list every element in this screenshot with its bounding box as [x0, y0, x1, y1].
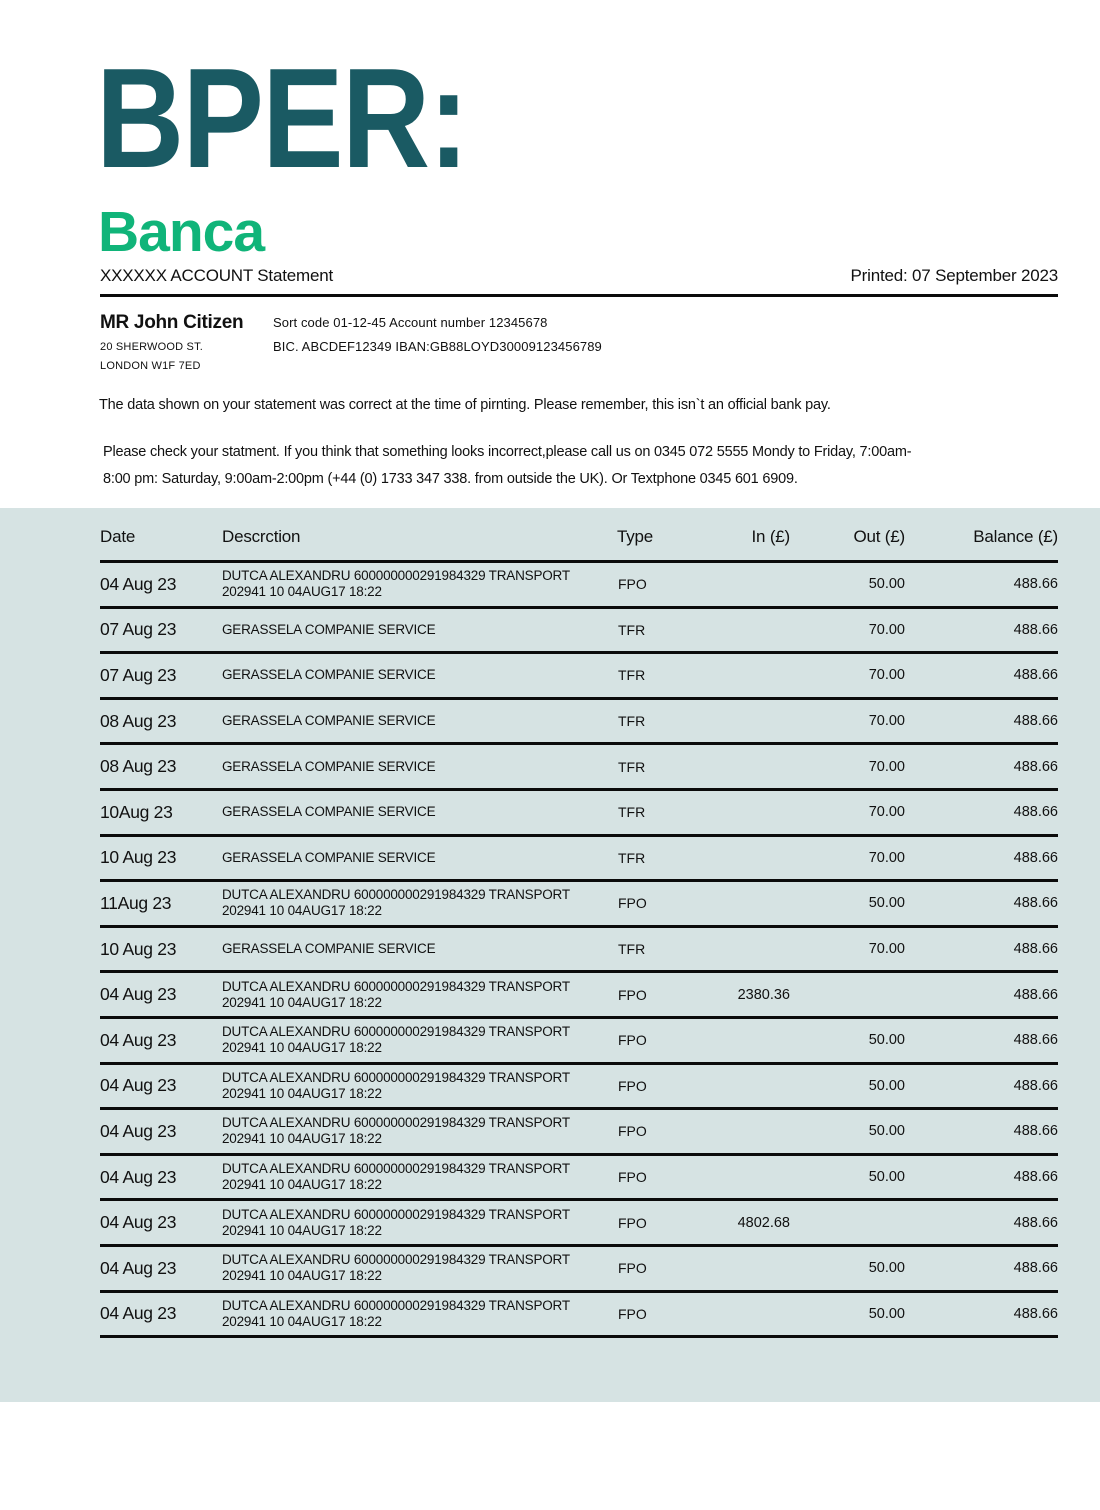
description-line-1: DUTCA ALEXANDRU 600000000291984329 TRANSPORT	[222, 1024, 570, 1040]
cell-description	[222, 1298, 617, 1330]
cell-type: FPO	[618, 1169, 647, 1186]
cell-type: FPO	[618, 576, 647, 593]
cell-description	[222, 1207, 617, 1239]
description-line-1: DUTCA ALEXANDRU 600000000291984329 TRANSPORT	[222, 1297, 570, 1313]
cell-type: FPO	[618, 1214, 647, 1231]
cell-balance: 488.66	[1013, 576, 1058, 593]
cell-date: 04 Aug 23	[100, 1029, 177, 1050]
cell-out: 50.00	[868, 576, 905, 593]
header-divider	[100, 294, 1058, 297]
description-line-1: DUTCA ALEXANDRU 600000000291984329 TRANSPORT	[222, 1206, 570, 1222]
cell-balance: 488.66	[1013, 758, 1058, 775]
table-row	[100, 1156, 1058, 1202]
cell-balance: 488.66	[1013, 1260, 1058, 1277]
cell-in: 4802.68	[737, 1214, 790, 1231]
cell-type: TFR	[618, 804, 646, 821]
table-row	[100, 563, 1058, 609]
cell-description	[222, 759, 617, 775]
cell-type: FPO	[618, 1123, 647, 1140]
description-line-2: 202941 10 04AUG17 18:22	[222, 994, 382, 1010]
account-details-block	[273, 315, 602, 354]
cell-type: FPO	[618, 1305, 647, 1322]
cell-out: 50.00	[868, 895, 905, 912]
cell-description	[222, 979, 617, 1011]
table-row	[100, 700, 1058, 746]
description-line-2: 202941 10 04AUG17 18:22	[222, 1268, 382, 1284]
transactions-table-header	[100, 508, 1058, 563]
description-line-1: GERASSELA COMPANIE SERVICE	[222, 713, 436, 729]
cell-balance: 488.66	[1013, 804, 1058, 821]
bper-logo-wordmark: BPER:	[96, 39, 468, 198]
table-row	[100, 928, 1058, 974]
transactions-table	[100, 508, 1058, 1338]
cell-balance: 488.66	[1013, 1214, 1058, 1231]
cell-description	[222, 568, 617, 600]
cell-out: 50.00	[868, 1260, 905, 1277]
description-line-2: 202941 10 04AUG17 18:22	[222, 903, 382, 919]
notice-printing: The data shown on your statement was correct at the time of pirnting. Please remember, this isn`t an official bank pay.	[99, 397, 831, 413]
transactions-body	[100, 563, 1058, 1338]
cell-date: 10Aug 23	[100, 801, 173, 822]
description-line-1: DUTCA ALEXANDRU 600000000291984329 TRANSPORT	[222, 978, 570, 994]
transactions-panel	[0, 508, 1100, 1402]
cell-description	[222, 804, 617, 820]
description-line-2: 202941 10 04AUG17 18:22	[222, 1222, 382, 1238]
cell-out: 50.00	[868, 1077, 905, 1094]
description-line-1: DUTCA ALEXANDRU 600000000291984329 TRANSPORT	[222, 1115, 570, 1131]
cell-out: 50.00	[868, 1305, 905, 1322]
table-row	[100, 973, 1058, 1019]
table-row	[100, 1293, 1058, 1339]
cell-type: TFR	[618, 713, 646, 730]
cell-balance: 488.66	[1013, 1169, 1058, 1186]
statement-title: XXXXXX ACCOUNT Statement	[100, 266, 333, 285]
cell-balance: 488.66	[1013, 713, 1058, 730]
cell-description	[222, 887, 617, 919]
cell-out: 70.00	[868, 804, 905, 821]
cell-date: 04 Aug 23	[100, 1303, 177, 1324]
cell-out: 50.00	[868, 1032, 905, 1049]
description-line-1: DUTCA ALEXANDRU 600000000291984329 TRANSPORT	[222, 568, 570, 584]
cell-date: 10 Aug 23	[100, 938, 177, 959]
table-row	[100, 791, 1058, 837]
description-line-2: 202941 10 04AUG17 18:22	[222, 1313, 382, 1329]
cell-balance: 488.66	[1013, 1077, 1058, 1094]
cell-balance: 488.66	[1013, 895, 1058, 912]
description-line-1: DUTCA ALEXANDRU 600000000291984329 TRANSPORT	[222, 1161, 570, 1177]
cell-type: TFR	[618, 758, 646, 775]
cell-type: FPO	[618, 1077, 647, 1094]
cell-balance: 488.66	[1013, 667, 1058, 684]
table-row	[100, 609, 1058, 655]
table-row	[100, 1247, 1058, 1293]
account-holder-name: MR John Citizen	[100, 312, 244, 333]
table-row	[100, 1110, 1058, 1156]
cell-date: 07 Aug 23	[100, 619, 177, 640]
description-line-1: DUTCA ALEXANDRU 600000000291984329 TRANSPORT	[222, 1069, 570, 1085]
cell-date: 04 Aug 23	[100, 984, 177, 1005]
notice-contact	[103, 439, 983, 493]
description-line-1: GERASSELA COMPANIE SERVICE	[222, 804, 436, 820]
table-row	[100, 882, 1058, 928]
cell-description	[222, 1024, 617, 1056]
printed-date: Printed: 07 September 2023	[850, 266, 1058, 285]
description-line-1: DUTCA ALEXANDRU 600000000291984329 TRANSPORT	[222, 887, 570, 903]
cell-date: 04 Aug 23	[100, 1166, 177, 1187]
cell-description	[222, 941, 617, 957]
statement-header-row	[100, 266, 1058, 286]
table-row	[100, 837, 1058, 883]
account-block	[100, 312, 1058, 372]
cell-balance: 488.66	[1013, 986, 1058, 1003]
cell-date: 11Aug 23	[100, 892, 172, 913]
cell-type: TFR	[618, 667, 646, 684]
description-line-1: GERASSELA COMPANIE SERVICE	[222, 758, 436, 774]
description-line-2: 202941 10 04AUG17 18:22	[222, 1085, 382, 1101]
cell-date: 08 Aug 23	[100, 710, 177, 731]
notice-contact-line-2: 8:00 pm: Saturday, 9:00am-2:00pm (+44 (0) 1733 347 338. from outside the UK). Or Textphone 0345 601 6909.	[103, 471, 798, 487]
cell-date: 04 Aug 23	[100, 1120, 177, 1141]
cell-date: 04 Aug 23	[100, 1075, 177, 1096]
cell-type: FPO	[618, 1032, 647, 1049]
table-row	[100, 1201, 1058, 1247]
banca-logo-text: Banca	[98, 200, 265, 264]
column-header-in: In (£)	[751, 527, 790, 546]
cell-balance: 488.66	[1013, 1123, 1058, 1140]
description-line-1: GERASSELA COMPANIE SERVICE	[222, 667, 436, 683]
cell-type: FPO	[618, 986, 647, 1003]
cell-out: 70.00	[868, 758, 905, 775]
cell-balance: 488.66	[1013, 1305, 1058, 1322]
address-line-2: LONDON W1F 7ED	[100, 360, 201, 372]
cell-description	[222, 1252, 617, 1284]
address-line-1: 20 SHERWOOD ST.	[100, 341, 204, 353]
cell-out: 70.00	[868, 667, 905, 684]
cell-date: 04 Aug 23	[100, 573, 177, 594]
table-row	[100, 1019, 1058, 1065]
column-header-balance: Balance (£)	[973, 527, 1058, 546]
cell-balance: 488.66	[1013, 849, 1058, 866]
notice-contact-line-1: Please check your statment. If you think that something looks incorrect,please call us on 0345 072 5555 Mondy to Friday, 7:00am-	[103, 444, 912, 460]
table-row	[100, 745, 1058, 791]
description-line-1: GERASSELA COMPANIE SERVICE	[222, 621, 436, 637]
cell-type: TFR	[618, 621, 646, 638]
description-line-2: 202941 10 04AUG17 18:22	[222, 1040, 382, 1056]
sort-code-account-number: Sort code 01-12-45 Account number 12345678	[273, 315, 548, 330]
cell-type: TFR	[618, 941, 646, 958]
cell-out: 50.00	[868, 1169, 905, 1186]
column-header-type: Type	[617, 527, 654, 546]
table-row	[100, 1065, 1058, 1111]
cell-out: 50.00	[868, 1123, 905, 1140]
cell-type: TFR	[618, 849, 646, 866]
cell-date: 07 Aug 23	[100, 664, 177, 685]
description-line-1: DUTCA ALEXANDRU 600000000291984329 TRANSPORT	[222, 1252, 570, 1268]
bic-iban: BIC. ABCDEF12349 IBAN:GB88LOYD30009123456789	[273, 339, 602, 354]
cell-balance: 488.66	[1013, 1032, 1058, 1049]
description-line-2: 202941 10 04AUG17 18:22	[222, 584, 382, 600]
description-line-2: 202941 10 04AUG17 18:22	[222, 1177, 382, 1193]
column-header-date: Date	[100, 527, 136, 546]
cell-type: FPO	[618, 895, 647, 912]
description-line-1: GERASSELA COMPANIE SERVICE	[222, 849, 436, 865]
cell-out: 70.00	[868, 849, 905, 866]
cell-date: 08 Aug 23	[100, 756, 177, 777]
cell-out: 70.00	[868, 941, 905, 958]
cell-balance: 488.66	[1013, 621, 1058, 638]
cell-type: FPO	[618, 1260, 647, 1277]
cell-description	[222, 1115, 617, 1147]
cell-out: 70.00	[868, 621, 905, 638]
cell-in: 2380.36	[737, 986, 790, 1003]
cell-balance: 488.66	[1013, 941, 1058, 958]
column-header-out: Out (£)	[853, 527, 905, 546]
cell-description	[222, 667, 617, 683]
cell-description	[222, 1161, 617, 1193]
cell-description	[222, 713, 617, 729]
cell-description	[222, 850, 617, 866]
column-header-description: Descrction	[222, 527, 301, 546]
cell-description	[222, 622, 617, 638]
description-line-2: 202941 10 04AUG17 18:22	[222, 1131, 382, 1147]
cell-date: 04 Aug 23	[100, 1257, 177, 1278]
cell-date: 10 Aug 23	[100, 847, 177, 868]
table-row	[100, 654, 1058, 700]
cell-out: 70.00	[868, 713, 905, 730]
cell-description	[222, 1070, 617, 1102]
description-line-1: GERASSELA COMPANIE SERVICE	[222, 941, 436, 957]
cell-date: 04 Aug 23	[100, 1212, 177, 1233]
